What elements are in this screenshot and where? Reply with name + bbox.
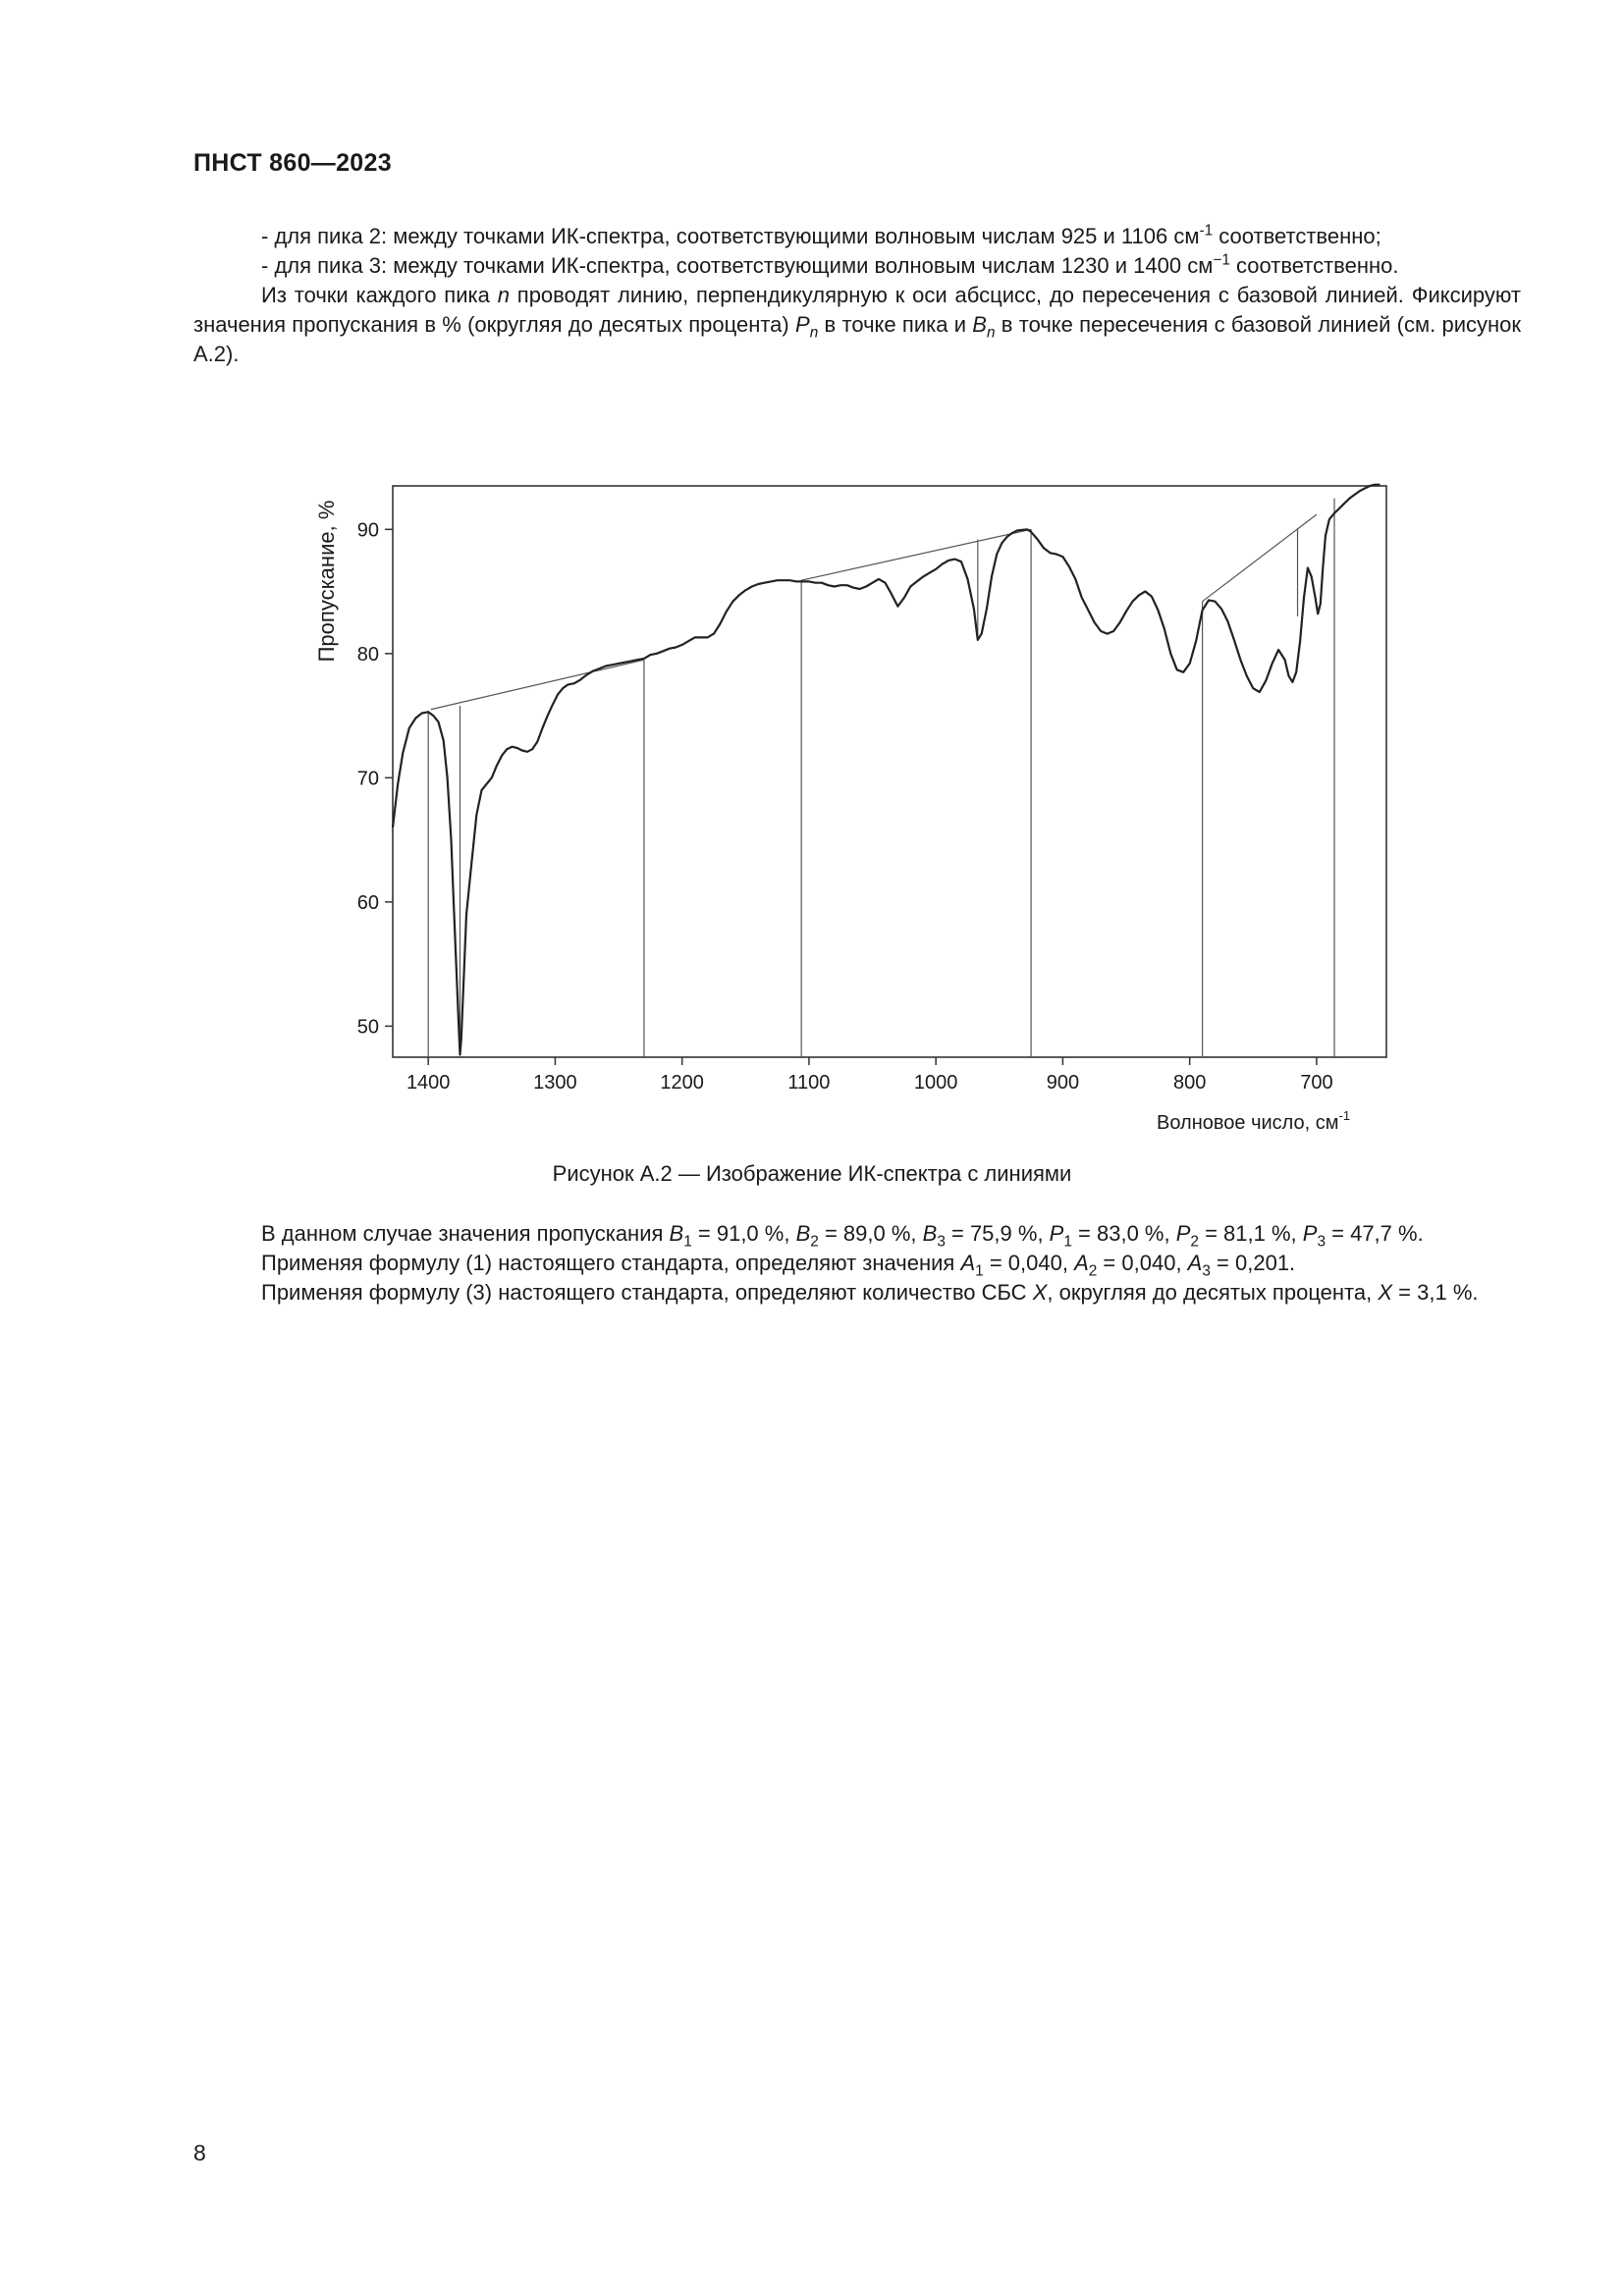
x-tick-label: 900 (1046, 1072, 1080, 1094)
x-tick-label: 700 (1300, 1072, 1333, 1094)
x-axis-label: Волновое число, $см^{-1}$ (1157, 1108, 1351, 1134)
x-tick-label: 1300 (533, 1072, 577, 1094)
baseline-3 (1203, 514, 1317, 602)
paragraph-values: В данном случае значения пропускания $B_1 = 91,0$ %, $B_2 = 89,0$ %, $B_3 = 75,9$ %, $P_1 = 83,0$ %, $P_2 = 81,1$ %, $P_3 = 47,7$ %. (261, 1221, 1424, 1251)
y-tick-label: 70 (356, 768, 379, 790)
figure-caption: Рисунок А.2 — Изображение ИК-спектра с линиями (552, 1161, 1072, 1186)
paragraph-method: Из точки каждого пика n проводят линию, перпендикулярную к оси абсцисс, до пересечения с базовой линией. Фиксируют значения пропускания в % (округляя до десятых процента) $P_n$ в точке пика и $B_n$ в точке пересечения с базовой линией (см. рисунок А.2). (193, 283, 1522, 366)
results-text (193, 1219, 1521, 1308)
document-header: ПНСТ 860—2023 (193, 149, 392, 177)
paragraph-formula-1: Применяя формулу (1) настоящего стандарта, определяют значения $A_1 = 0,040$, $A_2 = 0,040$, $A_3 = 0,201$. (261, 1251, 1296, 1280)
x-tick-label: 800 (1172, 1072, 1207, 1094)
paragraph-peak-2: - для пика 2: между точками ИК-спектра, соответствующими волновым числам 925 и 1106 $см^{-1}$ соответственно; (261, 222, 1381, 248)
plot-frame (393, 486, 1386, 1057)
page-number: 8 (193, 2140, 206, 2165)
spectrum-line (393, 485, 1380, 1055)
paragraph-peak-3: - для пика 3: между точками ИК-спектра, соответствующими волновым числам 1230 и 1400 $см^{-1}$ соответственно. (261, 251, 1399, 278)
paragraph-formula-3: Применяя формулу (3) настоящего стандарта, определяют количество СБС X, округляя до десятых процента, X = 3,1 %. (261, 1280, 1479, 1305)
x-tick-label: 1200 (660, 1072, 704, 1094)
baselines (431, 514, 1317, 710)
y-tick-label: 50 (356, 1016, 379, 1039)
y-tick-label: 80 (356, 643, 379, 666)
baseline-1 (431, 660, 644, 710)
x-tick-label: 1100 (787, 1072, 831, 1094)
vertical-lines (428, 499, 1334, 1057)
y-tick-label: 60 (356, 891, 379, 914)
y-tick-label: 90 (356, 519, 379, 542)
x-tick-label: 1000 (913, 1072, 958, 1094)
y-axis-label: Пропускание, % (314, 500, 339, 663)
axis-ticks (357, 519, 1333, 1094)
x-tick-label: 1400 (406, 1072, 451, 1094)
